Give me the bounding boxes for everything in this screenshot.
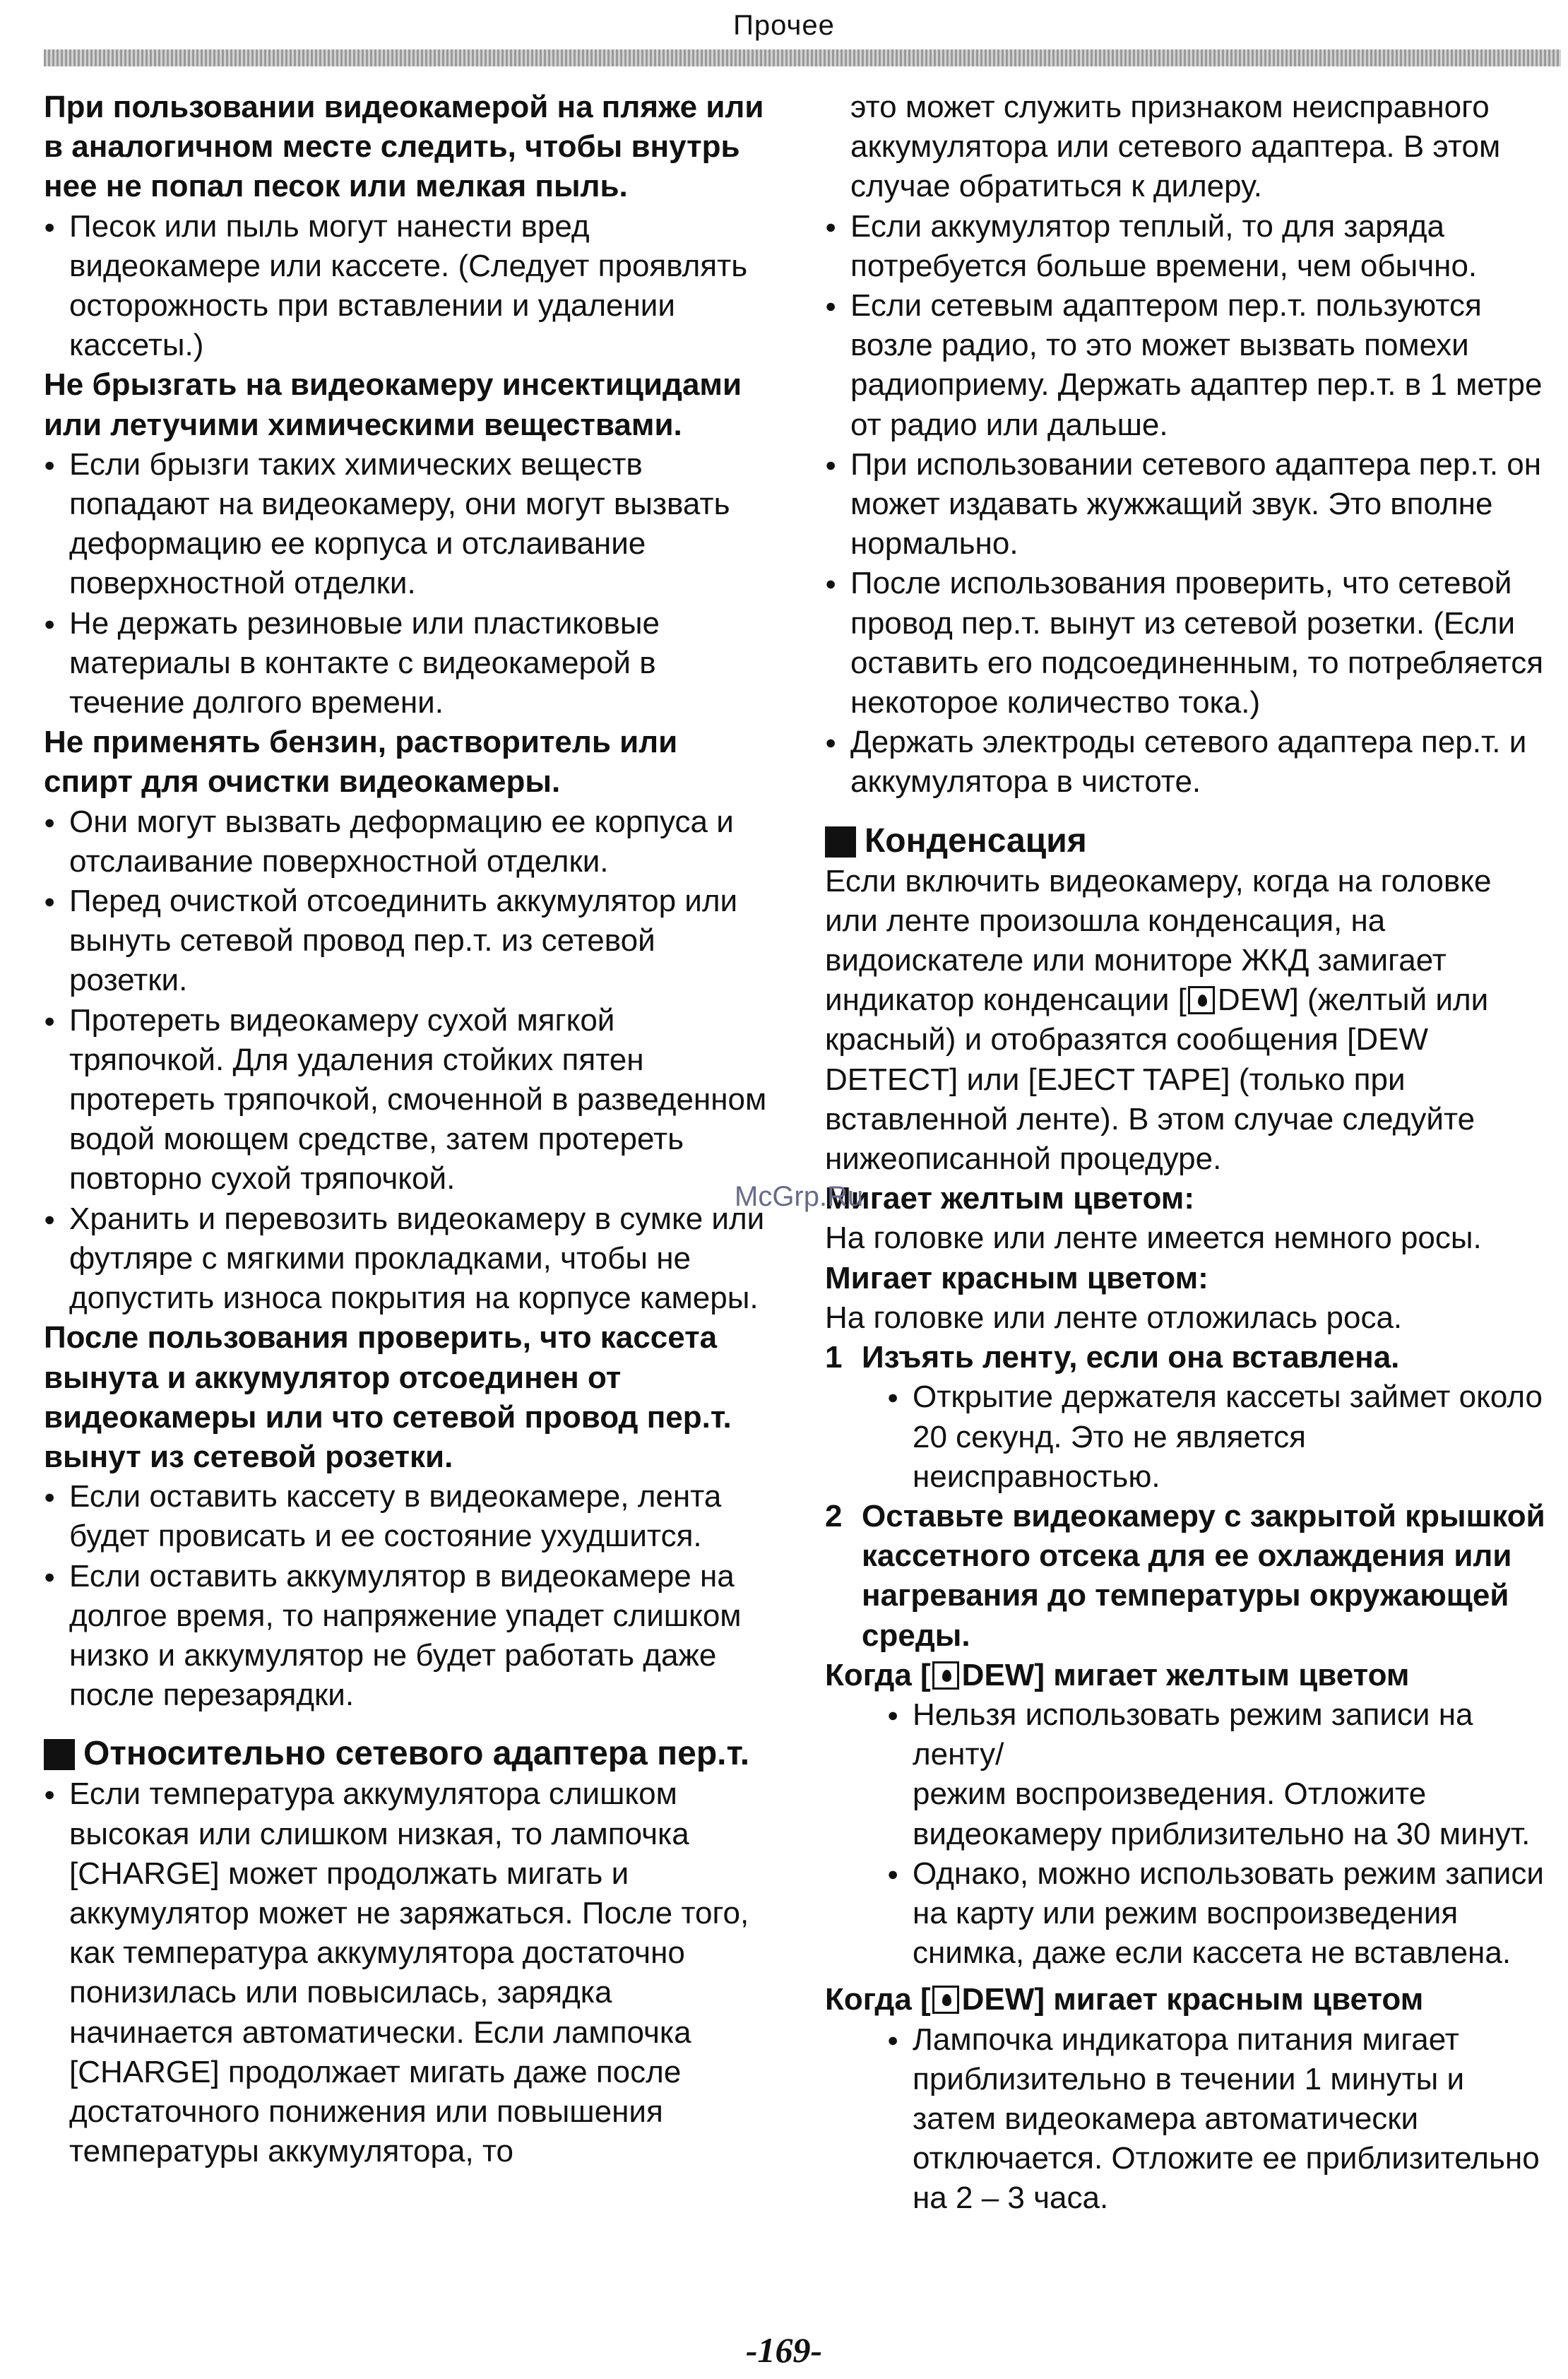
section-marker-icon <box>44 1739 75 1770</box>
when-yellow-dew: DEW <box>961 1657 1035 1692</box>
when-yellow-bullet-1-cont: режим воспроизведения. Отложите видеокамеру приблизительно на 30 минут. <box>913 1776 1531 1851</box>
dew-drop-icon <box>1188 986 1215 1014</box>
adapter-bullet-6: ● Держать электроды сетевого адаптера пер.т. и аккумулятора в чистоте. <box>825 723 1552 802</box>
step-1-bullet: ● Открытие держателя кассеты займет около 20 секунд. Это не является неисправностью. <box>887 1377 1552 1497</box>
section-marker-icon <box>825 826 856 858</box>
adapter-bullet-1: ● Если температура аккумулятора слишком высокая или слишком низкая, то лампочка [CHARGE] может продолжать мигать и аккумулятор может не заряжаться. После того, как температура аккумулятора достаточно понизилась или повысилась, зарядка начинается автоматически. Если лампочка [CHARGE] продолжает мигать даже после достаточного понижения или повышения температуры аккумулятора, то <box>44 1774 771 2171</box>
after-use-bullet-2: ● Если оставить аккумулятор в видеокамере на долгое время, то напряжение упадет слишком низко и аккумулятор не будет работать даже после перезарядки. <box>44 1557 771 1716</box>
benzin-bullet-1: ● Они могут вызвать деформацию ее корпуса и отслаивание поверхностной отделки. <box>44 802 771 882</box>
yellow-label: Мигает желтым цветом: <box>825 1181 1194 1216</box>
adapter-bullet-5: ● После использования проверить, что сетевой провод пер.т. вынут из сетевой розетки. (Если оставить его подсоединенным, то потребляется некоторое количество тока.) <box>825 564 1552 723</box>
condensation-section-heading <box>825 821 1552 862</box>
beach-bullet-1: ● Песок или пыль могут нанести вред видеокамере или кассете. (Следует проявлять осторожность при вставлении и удалении кассеты.) <box>44 207 771 366</box>
when-yellow-pre: Когда [ <box>825 1657 931 1692</box>
red-label: Мигает красным цветом: <box>825 1260 1208 1295</box>
adapter-bullet-4: ● При использовании сетевого адаптера пер.т. он может издавать жужжащий звук. Это вполне нормально. <box>825 445 1552 564</box>
when-red-post: ] мигает красным цветом <box>1034 1982 1424 2017</box>
yellow-text: На головке или ленте имеется немного росы. <box>825 1221 1482 1256</box>
right-column <box>825 88 1552 2219</box>
red-text: На головке или ленте отложилась роса. <box>825 1300 1403 1335</box>
adapter-section-title: Относительно сетевого адаптера пер.т. <box>83 1735 750 1773</box>
condensation-section-title: Конденсация <box>865 821 1087 860</box>
benzin-bullet-2: ● Перед очисткой отсоединить аккумулятор или вынуть сетевой провод пер.т. из сетевой розетки. <box>44 882 771 1001</box>
after-use-heading: После пользования проверить, что кассета вынута и аккумулятор отсоединен от видеокамеры или что сетевой провод пер.т. вынут из сетевой розетки. <box>44 1320 732 1474</box>
when-yellow-bullet-2: ● Однако, можно использовать режим записи на карту или режим воспроизведения снимка, даже если кассета не вставлена. <box>887 1854 1552 1974</box>
adapter-continuation: это может служить признаком неисправного аккумулятора или сетевого адаптера. В этом случае обратиться к дилеру. <box>850 90 1501 204</box>
when-yellow-heading <box>825 1656 1552 1695</box>
condensation-intro-dew: DEW <box>1217 983 1290 1018</box>
step-1-text: Изъять ленту, если она вставлена. <box>862 1340 1400 1375</box>
page-number: -169- <box>745 2330 823 2370</box>
step-2-number: 2 <box>825 1498 843 1533</box>
adapter-section-heading <box>44 1733 771 1774</box>
left-column <box>44 88 771 2171</box>
step-1 <box>825 1338 1552 1377</box>
when-yellow-bullet-1: ● Нельзя использовать режим записи на ленту/ <box>887 1695 1552 1774</box>
condensation-intro-part-a: Если включить видеокамеру, когда на головке или ленте произошла конденсация, на видоискателе или мониторе ЖКД замигает индикатор конденсации [ <box>825 863 1492 1018</box>
when-red-pre: Когда [ <box>825 1982 931 2017</box>
when-red-bullet-1: ● Лампочка индикатора питания мигает приблизительно в течении 1 минуты и затем видеокамера автоматически отключается. Отложите ее приблизительно на 2 – 3 часа. <box>887 2020 1552 2219</box>
benzin-heading: Не применять бензин, растворитель или спирт для очистки видеокамеры. <box>44 725 678 800</box>
step-1-number: 1 <box>825 1340 843 1375</box>
step-2 <box>825 1497 1552 1656</box>
insect-bullet-1: ● Если брызги таких химических веществ попадают на видеокамеру, они могут вызвать деформацию ее корпуса и отслаивание поверхностной отделки. <box>44 445 771 604</box>
adapter-bullet-3: ● Если сетевым адаптером пер.т. пользуются возле радио, то это может вызвать помехи радиоприему. Держать адаптер пер.т. в 1 метре от радио или дальше. <box>825 286 1552 445</box>
when-red-heading <box>825 1980 1552 2019</box>
when-red-dew: DEW <box>961 1982 1035 2017</box>
insect-heading: Не брызгать на видеокамеру инсектицидами или летучими химическими веществами. <box>44 367 742 442</box>
after-use-bullet-1: ● Если оставить кассету в видеокамере, лента будет провисать и ее состояние ухудшится. <box>44 1477 771 1556</box>
benzin-bullet-4: ● Хранить и перевозить видеокамеру в сумке или футляре с мягкими прокладками, чтобы не допустить износа покрытия на корпусе камеры. <box>44 1199 771 1319</box>
header-rule <box>44 49 1561 66</box>
step-2-text: Оставьте видеокамеру с закрытой крышкой кассетного отсека для ее охлаждения или нагревания до температуры окружающей среды. <box>862 1498 1545 1653</box>
page-header-title: Прочее <box>733 10 835 41</box>
adapter-bullet-2: ● Если аккумулятор теплый, то для заряда потребуется больше времени, чем обычно. <box>825 207 1552 286</box>
condensation-intro <box>825 862 1552 1180</box>
benzin-bullet-3: ● Протереть видеокамеру сухой мягкой тряпочкой. Для удаления стойких пятен протереть тряпочкой, смоченной в разведенном водой моющем средстве, затем протереть повторно сухой тряпочкой. <box>44 1001 771 1199</box>
when-yellow-post: ] мигает желтым цветом <box>1034 1657 1410 1692</box>
beach-heading: При пользовании видеокамерой на пляже или в аналогичном месте следить, чтобы внутрь нее не попал песок или мелкая пыль. <box>44 90 764 204</box>
insect-bullet-2: ● Не держать резиновые или пластиковые материалы в контакте с видеокамерой в течение долгого времени. <box>44 604 771 723</box>
watermark: McGrp.Ru <box>735 1181 864 1212</box>
condensation-intro-part-b: ] (желтый или красный) и отобразятся сообщения [DEW DETECT] или [EJECT TAPE] (только при вставленной ленте). В этом случае следуйте нижеописанной процедуре. <box>825 983 1489 1177</box>
dew-drop-icon <box>932 1986 959 2014</box>
dew-drop-icon <box>932 1661 959 1690</box>
